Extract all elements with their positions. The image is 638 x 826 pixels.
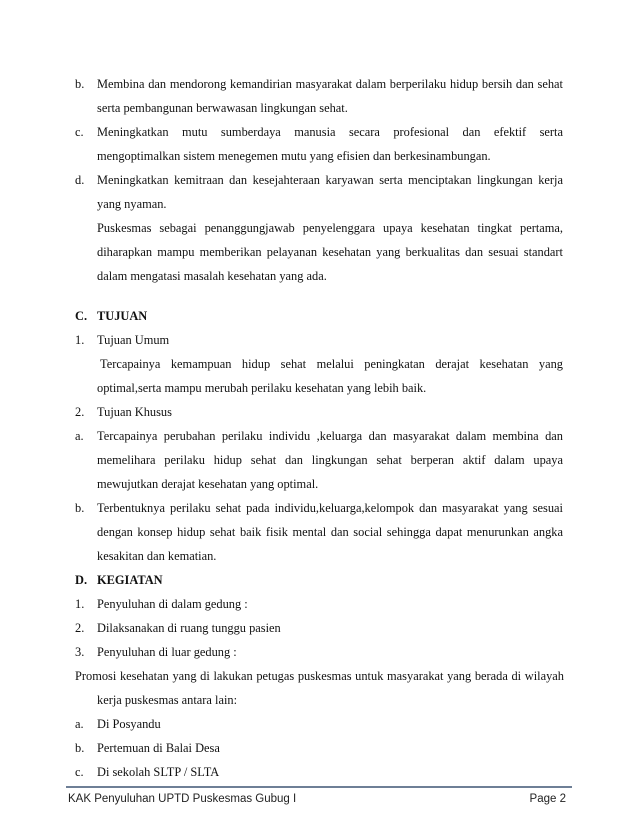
list-marker: a. [75, 717, 84, 731]
section-c-title: TUJUAN [97, 309, 148, 323]
list-marker: 3. [75, 645, 85, 659]
list-marker: 2. [75, 405, 85, 419]
footer-divider [66, 786, 572, 788]
list-marker: 2. [75, 621, 85, 635]
list-item-line: mengoptimalkan sistem menegemen mutu yang efisien dan berkesinambungan. [97, 149, 491, 163]
list-item-line: Terbentuknya perilaku sehat pada individu,keluarga,kelompok dan masyarakat yang sesuai [97, 501, 563, 515]
list-item-line: Penyuluhan di dalam gedung : [97, 597, 248, 611]
paragraph-line: diharapkan mampu memberikan pelayanan kesehatan yang berkualitas dan sesuai standart [97, 245, 563, 259]
list-item-line: Membina dan mendorong kemandirian masyarakat dalam berperilaku hidup bersih dan sehat [97, 77, 563, 91]
list-marker: 1. [75, 333, 85, 347]
list-marker: 1. [75, 597, 85, 611]
list-item-line: dengan konsep hidup sehat baik fisik mental dan social sehingga dapat menurunkan angka [97, 525, 563, 539]
paragraph-line: kerja puskesmas antara lain: [97, 693, 238, 707]
list-marker: d. [75, 173, 85, 187]
paragraph-line: Puskesmas sebagai penanggungjawab penyelenggara upaya kesehatan tingkat pertama, [97, 221, 563, 235]
list-item-line: Meningkatkan kemitraan dan kesejahteraan karyawan serta menciptakan lingkungan kerja [97, 173, 563, 187]
list-item-line: Di sekolah SLTP / SLTA [97, 765, 220, 779]
paragraph-line: dalam mengatasi masalah kesehatan yang ada. [97, 269, 327, 283]
section-d-marker: D. [75, 573, 88, 587]
footer-page-number: Page 2 [529, 793, 566, 805]
list-item-line: Di Posyandu [97, 717, 161, 731]
list-marker: c. [75, 765, 84, 779]
list-marker: b. [75, 741, 85, 755]
list-item-line: yang nyaman. [97, 197, 167, 211]
list-item-line: Pertemuan di Balai Desa [97, 741, 220, 755]
list-marker: b. [75, 77, 85, 91]
section-d-title: KEGIATAN [97, 573, 163, 587]
list-marker: b. [75, 501, 85, 515]
footer-title: KAK Penyuluhan UPTD Puskesmas Gubug I [68, 793, 297, 805]
list-item-line: serta pembangunan berwawasan lingkungan sehat. [97, 101, 348, 115]
list-marker: c. [75, 125, 84, 139]
paragraph-line: Tercapainya kemampuan hidup sehat melalui peningkatan derajat kesehatan yang [100, 357, 563, 371]
list-marker: a. [75, 429, 84, 443]
list-item-line: Tercapainya perubahan perilaku individu ,keluarga dan masyarakat dalam membina dan [97, 429, 563, 443]
subheading-tujuan-umum: Tujuan Umum [97, 333, 170, 347]
list-item-line: Dilaksanakan di ruang tunggu pasien [97, 621, 281, 635]
list-item-line: Meningkatkan mutu sumberdaya manusia secara profesional dan efektif serta [97, 125, 563, 139]
paragraph-line: optimal,serta mampu merubah perilaku kesehatan yang lebih baik. [97, 381, 427, 395]
paragraph-line: Promosi kesehatan yang di lakukan petugas puskesmas untuk masyarakat yang berada di wilayah [75, 669, 564, 683]
list-item-line: mewujutkan derajat kesehatan yang optimal. [97, 477, 319, 491]
section-c-marker: C. [75, 309, 88, 323]
subheading-tujuan-khusus: Tujuan Khusus [97, 405, 172, 419]
list-item-line: Penyuluhan di luar gedung : [97, 645, 237, 659]
list-item-line: memelihara perilaku hidup sehat dan lingkungan sehat berperan aktif dalam upaya [97, 453, 563, 467]
list-item-line: kesakitan dan kematian. [97, 549, 217, 563]
